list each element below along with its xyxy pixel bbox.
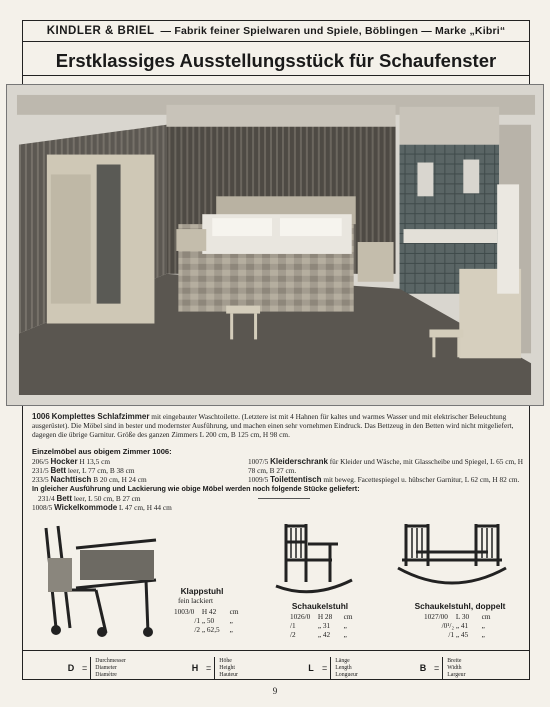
single-furniture-right	[248, 457, 524, 485]
double-rocking-chair-name: Schaukelstuhl, doppelt	[414, 601, 506, 611]
legend-item: H = Höhe Height Hauteur	[191, 657, 238, 678]
bedroom-photo-illustration	[7, 85, 543, 405]
list-item: 233/5 Nachttisch B 20 cm, H 24 cm	[32, 475, 147, 485]
list-item: 1009/5 Toilettentisch mit beweg. Facettespiegel u. hübscher Garnitur, L 62 cm, H 82 cm.	[248, 475, 520, 485]
size-row: 1027/00 L 30 cm	[424, 612, 491, 621]
description-name: Komplettes Schlafzimmer	[51, 412, 150, 421]
description-text: mit eingebauter Waschtoilette. (Letztere ist mit 4 Hahnen für kaltes und warmes Wasser und mit elektrischer Beleuchtung ausgerüstet). Die Möbel sind in bester und modernster Ausführung, und machen einen sehr vornehmen Eindruck. Das Bettzeug in den Betten wird nicht mitgeliefert, dagegen die übrige Garnitur. Größe des ganzen Zimmers L 200 cm, B 125 cm, H 98 cm.	[32, 412, 514, 440]
rocking-chair-sizes	[290, 612, 370, 640]
folding-chair-name: Klappstuhl	[180, 586, 224, 596]
size-row: /2 „ 62,5 „	[194, 625, 233, 635]
size-row: /2 „ 42 „	[290, 630, 347, 640]
rocking-chair-name: Schaukelstuhl	[291, 601, 349, 611]
bedroom-description	[32, 412, 522, 440]
description-number: 1006	[32, 412, 50, 421]
brand-tagline: — Fabrik feiner Spielwaren und Spiele, Böblingen — Marke „Kibri“	[160, 24, 506, 37]
size-row: /1 „ 45 „	[448, 630, 485, 640]
size-row: /1 „ 31 „	[290, 621, 347, 631]
rocking-chair-illustration	[272, 520, 356, 600]
brand-name: KINDLER & BRIEL	[46, 24, 155, 37]
list-item: 231/4 Bett leer, L 50 cm, B 27 cm	[38, 494, 141, 503]
folding-chair-illustration	[36, 518, 168, 640]
divider	[258, 498, 310, 499]
same-style-list	[32, 494, 272, 512]
list-item: 1008/5 Wickelkommode L 47 cm, H 44 cm	[32, 503, 172, 513]
double-rocking-chair-sizes	[424, 612, 514, 640]
legend-item: L = Länge Length Longueur	[308, 657, 358, 678]
size-row: /1 „ 50 „	[194, 616, 233, 626]
dimension-legend	[22, 650, 530, 680]
bedroom-photo	[6, 84, 544, 406]
page-title: Erstklassiges Ausstellungsstück für Schaufenster	[22, 46, 530, 76]
single-furniture-left	[32, 457, 242, 485]
list-item: 1007/5 Kleiderschrank für Kleider und Wäsche, mit Glasscheibe und Spiegel, L 65 cm, H 78 cm, B 27 cm.	[248, 457, 524, 476]
page-number: 9	[272, 686, 278, 696]
folding-chair-sizes	[174, 607, 254, 635]
folding-chair-sub: fein lackiert	[178, 596, 214, 605]
size-row: 1026/0 H 28 cm	[290, 612, 353, 621]
size-row: /0¹/₂ „ 41 „	[441, 621, 485, 631]
size-row: 1003/0 H 42 cm	[174, 607, 239, 616]
double-rocking-chair-illustration	[396, 518, 508, 598]
single-furniture-heading: Einzelmöbel aus obigem Zimmer 1006:	[32, 447, 172, 456]
same-style-heading: In gleicher Ausführung und Lackierung wie obige Möbel werden noch folgende Stücke geliefert:	[32, 484, 360, 493]
list-item: 206/5 Hocker H 13,5 cm	[32, 457, 111, 466]
catalog-header	[22, 20, 530, 42]
legend-item: B = Breite Width Largeur	[419, 657, 466, 678]
legend-item: D = Durchmesser Diameter Diamètre	[67, 657, 126, 678]
list-item: 231/5 Bett leer, L 77 cm, B 38 cm	[32, 466, 135, 476]
